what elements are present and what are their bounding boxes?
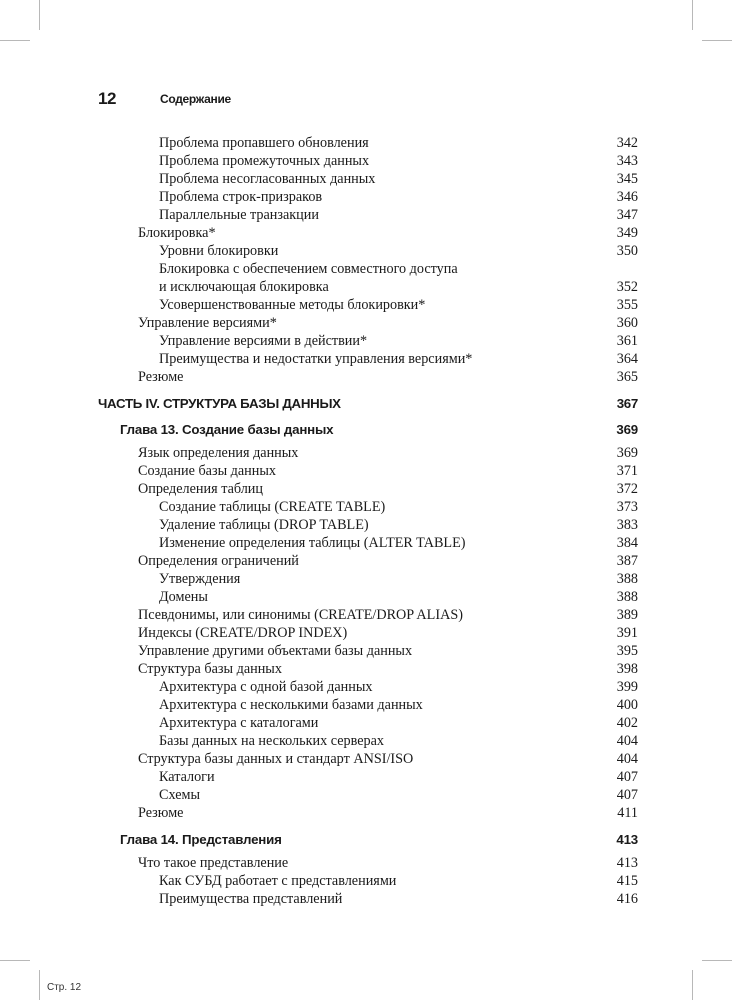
toc-entry [98,786,638,804]
toc-entry-page: 411 [617,805,638,821]
toc-entry-page: 360 [616,315,638,331]
toc-entry-title: Управление версиями* [138,315,277,331]
toc-entry-page: 355 [616,297,638,313]
toc-entry-page: 389 [616,607,638,623]
toc-entry [98,392,638,416]
toc-entry-title: Структура базы данных и стандарт ANSI/ISO [138,751,414,767]
toc-entry-title: Проблема пропавшего обновления [159,135,369,151]
toc-entry-title: Изменение определения таблицы (ALTER TABLE) [159,535,466,551]
toc-entry-title: Блокировка с обеспечением совместного доступа [159,261,458,277]
toc-entry-title: Что такое представление [138,855,289,871]
toc-entry-page: 407 [616,769,638,785]
toc-entry-title: Параллельные транзакции [159,207,319,223]
toc-entry-page: 365 [616,369,638,385]
toc-entry-title: Усовершенствованные методы блокировки* [159,297,426,313]
toc-entry [98,714,638,732]
toc-entry [98,606,638,624]
toc-entry-page: 395 [616,643,638,659]
toc-entry [98,696,638,714]
crop-mark-bottom-left [39,970,40,1000]
toc-entry-page: 415 [616,873,638,889]
toc-entry [98,278,638,296]
toc-entry [98,314,638,332]
toc-entry-page: 416 [616,891,638,907]
toc-entry-page: 399 [616,679,638,695]
toc-entry-title: Определения таблиц [138,481,263,497]
page-footer-label: Стр. 12 [47,982,82,993]
toc-entry-page: 346 [616,189,638,205]
toc-entry [98,828,638,852]
crop-mark-left-bottom [0,960,30,961]
toc-entry-page: 343 [616,153,638,169]
toc-entry [98,872,638,890]
running-header [98,89,638,111]
toc-entry [98,152,638,170]
toc-entry-page: 413 [616,832,638,847]
toc-entry [98,890,638,908]
toc-entry-title: Базы данных на нескольких серверах [159,733,384,749]
toc-entry-page: 371 [616,463,638,479]
toc-entry-page: 391 [616,625,638,641]
toc-entry [98,854,638,872]
toc-entry [98,224,638,242]
toc-entry-title: Архитектура с каталогами [159,715,319,731]
toc-entry [98,350,638,368]
page-number: 12 [98,89,116,108]
toc-entry-page: 404 [616,751,638,767]
toc-entry-title: Глава 14. Представления [120,832,282,847]
toc-entry-page: 361 [616,333,638,349]
toc-entry-title: Архитектура с одной базой данных [159,679,373,695]
toc-entry-page: 388 [616,589,638,605]
toc-entry-page: 372 [616,481,638,497]
toc-entry [98,732,638,750]
toc-entry-page: 400 [616,697,638,713]
toc-entry [98,462,638,480]
toc-entry-title: Блокировка* [138,225,216,241]
toc-entry-page: 345 [616,171,638,187]
toc-entry-page: 387 [616,553,638,569]
toc-entry [98,804,638,822]
toc-entry-title: ЧАСТЬ IV. СТРУКТУРА БАЗЫ ДАННЫХ [98,396,341,411]
toc-entry-page: 347 [616,207,638,223]
toc-entry [98,188,638,206]
toc-entry-title: Псевдонимы, или синонимы (CREATE/DROP ALIAS) [138,607,463,623]
toc-entry-title: Каталоги [159,769,215,785]
toc-entry [98,418,638,442]
toc-entry [98,570,638,588]
toc-entry-page: 383 [616,517,638,533]
toc-entry-title: Утверждения [159,571,241,587]
toc-entry-title: Определения ограничений [138,553,299,569]
toc-entry [98,332,638,350]
crop-mark-top-right [692,0,693,30]
toc-entry-title: Структура базы данных [138,661,282,677]
toc-entry [98,260,638,278]
crop-mark-bottom-right [692,970,693,1000]
toc-entry [98,642,638,660]
toc-entry-page: 369 [616,445,638,461]
toc-entry-page: 402 [616,715,638,731]
toc-entry-title: Домены [159,589,208,605]
crop-mark-top-left [39,0,40,30]
section-title: Содержание [160,92,231,106]
toc-entry [98,516,638,534]
toc-entry-title: Резюме [138,369,184,385]
toc-entry-title: Преимущества представлений [159,891,343,907]
toc-entry [98,588,638,606]
toc-entry-page: 367 [616,396,638,411]
toc-entry [98,552,638,570]
toc-entry [98,480,638,498]
toc-entry-page: 413 [616,855,638,871]
toc-entry-page: 398 [616,661,638,677]
table-of-contents [98,134,638,908]
toc-entry [98,624,638,642]
toc-entry [98,296,638,314]
toc-entry-page: 352 [616,279,638,295]
toc-entry-title: Глава 13. Создание базы данных [120,422,334,437]
toc-entry-page: 350 [616,243,638,259]
toc-entry-title: Удаление таблицы (DROP TABLE) [159,517,369,533]
toc-entry [98,660,638,678]
toc-entry-title: Уровни блокировки [159,243,279,259]
toc-entry-title: Язык определения данных [138,445,299,461]
toc-entry [98,206,638,224]
toc-entry [98,498,638,516]
toc-entry-title: Схемы [159,787,201,803]
crop-mark-right-bottom [702,960,732,961]
toc-entry [98,534,638,552]
toc-entry-page: 342 [616,135,638,151]
toc-entry-page: 349 [616,225,638,241]
toc-entry-page: 364 [616,351,638,367]
crop-mark-right-top [702,40,732,41]
toc-entry-page: 369 [616,422,638,437]
toc-entry-title: Индексы (CREATE/DROP INDEX) [138,625,348,641]
toc-entry-title: Проблема промежуточных данных [159,153,370,169]
toc-entry [98,768,638,786]
toc-entry [98,678,638,696]
toc-entry [98,750,638,768]
toc-entry-title: Архитектура с несколькими базами данных [159,697,423,713]
toc-entry-title: Создание таблицы (CREATE TABLE) [159,499,386,515]
toc-entry-page: 373 [616,499,638,515]
toc-entry [98,368,638,386]
toc-entry-title: и исключающая блокировка [159,279,329,295]
toc-entry-page: 404 [616,733,638,749]
toc-entry-page: 384 [616,535,638,551]
toc-entry-title: Создание базы данных [138,463,276,479]
toc-entry-title: Резюме [138,805,184,821]
toc-entry [98,242,638,260]
toc-entry-title: Проблема несогласованных данных [159,171,376,187]
toc-entry-title: Проблема строк-призраков [159,189,323,205]
toc-entry-title: Управление версиями в действии* [159,333,368,349]
toc-entry-title: Как СУБД работает с представлениями [159,873,397,889]
toc-entry [98,170,638,188]
toc-entry [98,134,638,152]
toc-entry-page: 388 [616,571,638,587]
crop-mark-left-top [0,40,30,41]
toc-entry [98,444,638,462]
toc-entry-page: 407 [616,787,638,803]
toc-entry-title: Преимущества и недостатки управления версиями* [159,351,473,367]
toc-entry-title: Управление другими объектами базы данных [138,643,413,659]
